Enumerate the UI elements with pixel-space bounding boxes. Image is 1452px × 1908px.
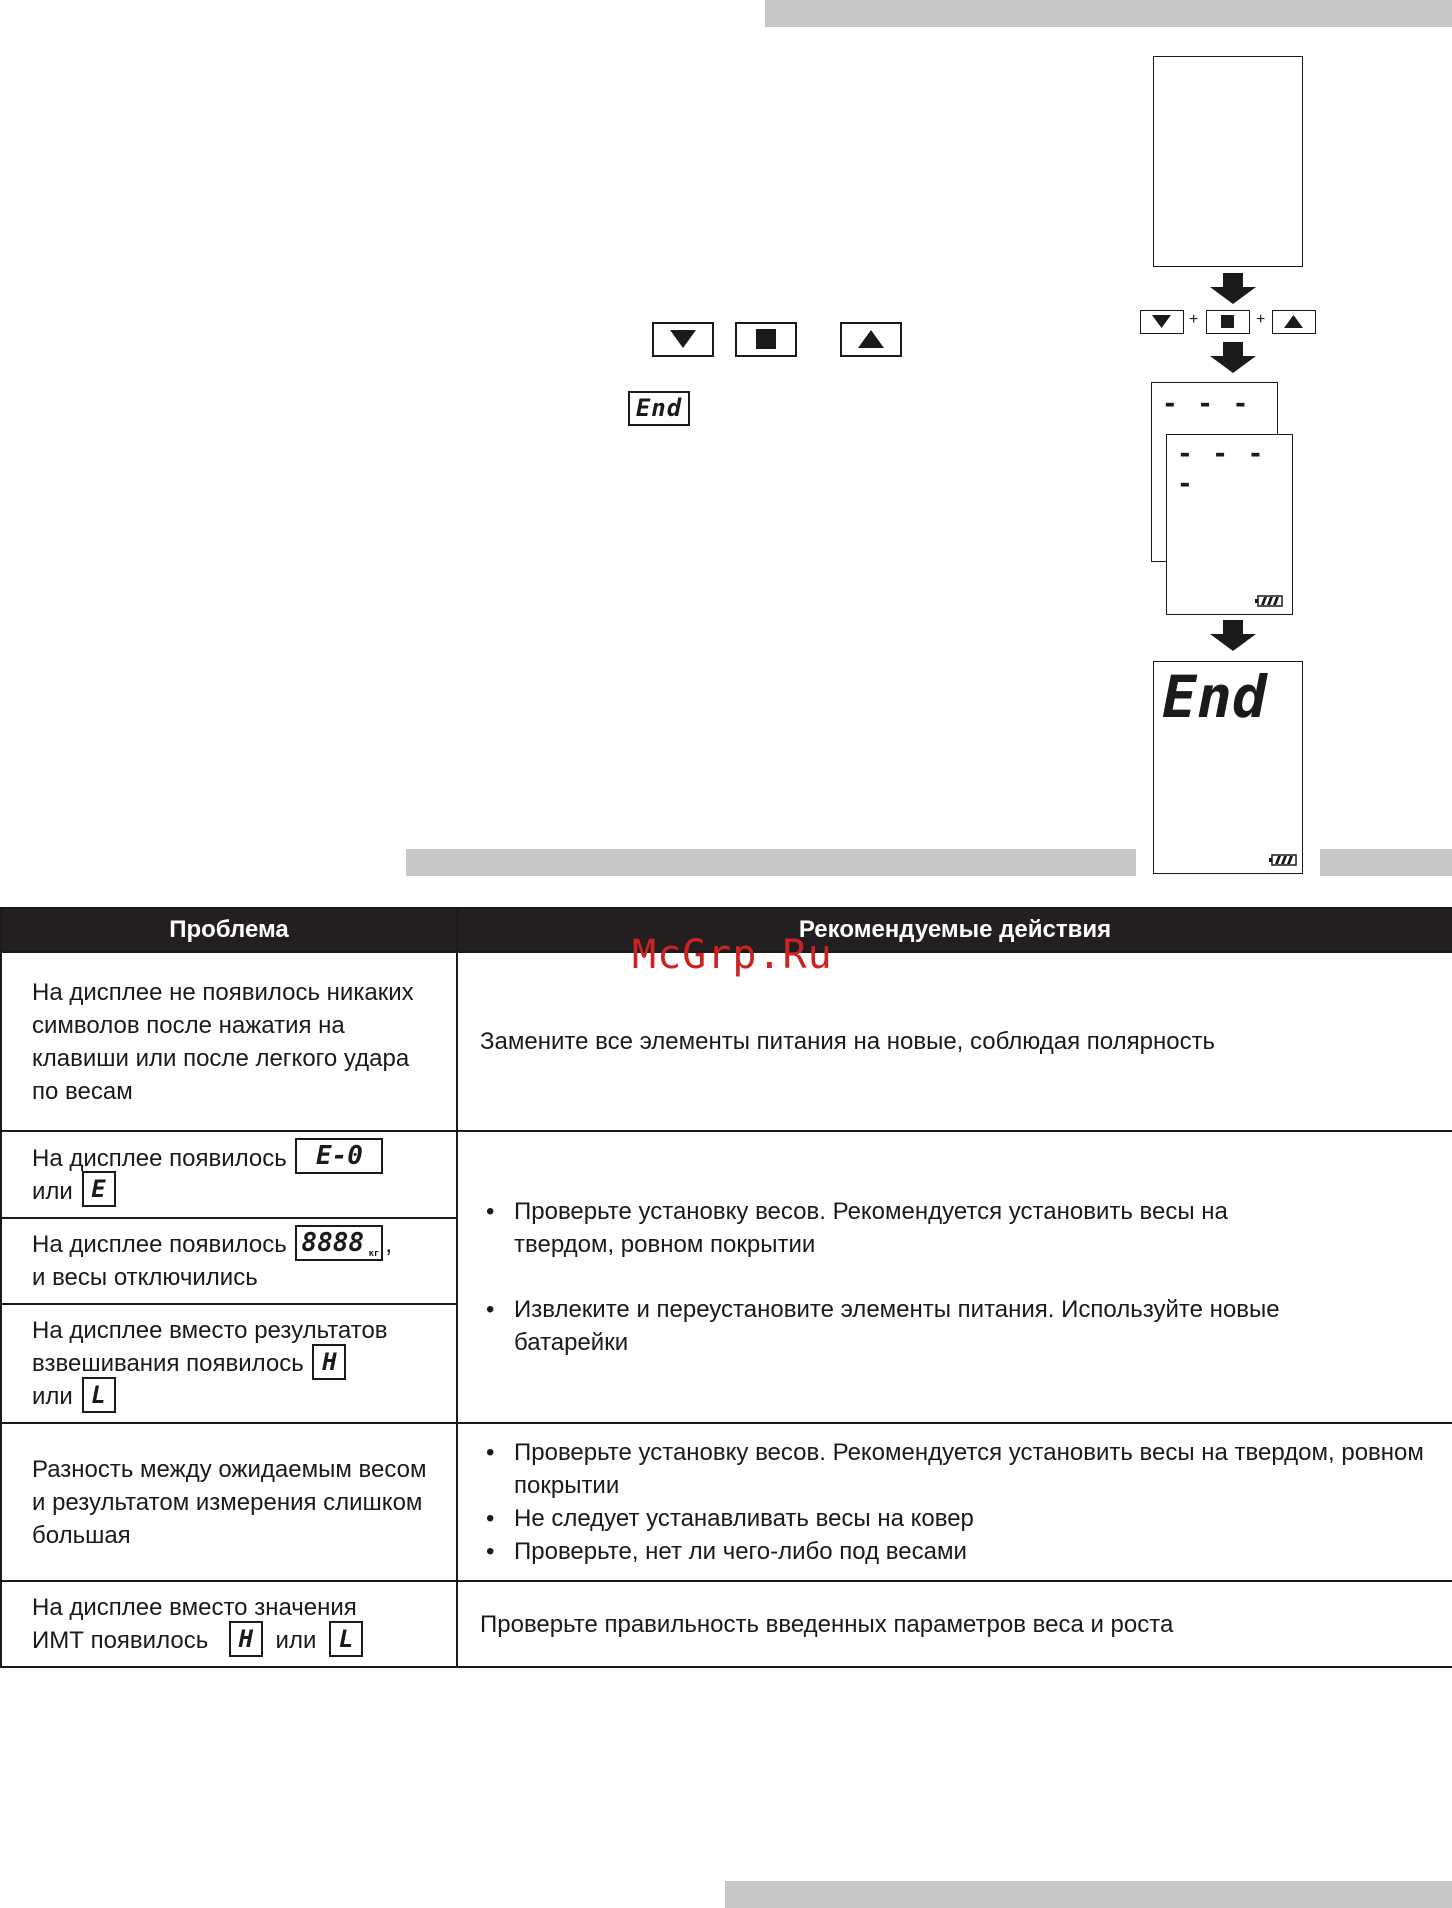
problem-text: На дисплее вместо значения: [32, 1594, 357, 1621]
table-row: [1, 952, 1452, 1131]
table-row: [1, 1581, 1452, 1667]
arrow-down-icon: [1208, 342, 1258, 374]
column-header-problem: Проблема: [1, 908, 457, 952]
lcd-full-text: 8888: [301, 1227, 365, 1258]
lcd-e-text: E: [91, 1175, 106, 1204]
or-text: или: [32, 1177, 73, 1205]
action-list: [480, 1436, 1432, 1568]
lcd-h-text: H: [322, 1347, 337, 1376]
problem-cell: Разность между ожидаемым весом и результатом измерения слишком большая: [1, 1423, 457, 1581]
action-cell: Замените все элементы питания на новые, соблюдая полярность: [457, 952, 1452, 1131]
triangle-down-icon: [1141, 311, 1182, 332]
lcd-h-display: [312, 1344, 346, 1380]
triangle-down-icon: [654, 324, 712, 355]
lcd-h-display: [229, 1621, 263, 1657]
lcd-full-display: [295, 1225, 383, 1261]
problem-text: и весы отключились: [32, 1264, 258, 1291]
triangle-up-icon: [1273, 311, 1314, 332]
plus-sign: +: [1189, 311, 1199, 328]
comma-text: ,: [385, 1231, 393, 1258]
down-button-icon: [652, 322, 714, 357]
plus-sign: +: [1256, 311, 1266, 328]
end-display-inline: [628, 391, 690, 426]
problem-text: взвешивания появилось: [32, 1350, 304, 1377]
square-icon: [1207, 311, 1248, 332]
arrow-down-icon: [1208, 620, 1258, 652]
action-cell: [457, 1423, 1452, 1581]
section-divider-bar-right: [1320, 849, 1452, 876]
scale-display-end: [1153, 661, 1303, 874]
lcd-l-display: [82, 1377, 116, 1413]
diagram-down-button: [1140, 310, 1184, 334]
table-row: [1, 1131, 1452, 1218]
lcd-unit-text: кг: [368, 1248, 380, 1259]
square-icon: [737, 324, 795, 355]
arrow-down-icon: [1208, 273, 1258, 305]
problem-cell: [1, 1218, 457, 1304]
end-display-text: End: [635, 394, 683, 422]
problem-text: На дисплее вместо результатов: [32, 1317, 388, 1344]
set-button-icon: [735, 322, 797, 357]
action-cell: Проверьте правильность введенных параметров веса и роста: [457, 1581, 1452, 1667]
problem-text: На дисплее появилось: [32, 1231, 287, 1258]
problem-cell: На дисплее не появилось никаких символов после нажатия на клавиши или после легкого удара по весам: [1, 952, 457, 1131]
end-big-text: End: [1162, 663, 1267, 731]
lcd-l-text: L: [338, 1624, 354, 1653]
troubleshooting-table: [0, 907, 1452, 1668]
up-button-icon: [840, 322, 902, 357]
diagram-set-button: [1206, 310, 1250, 334]
lcd-l-text: L: [91, 1380, 106, 1409]
problem-text: ИМТ появилось: [32, 1627, 209, 1654]
problem-cell: [1, 1304, 457, 1423]
lcd-e0-text: E-0: [315, 1141, 363, 1172]
problem-cell: [1, 1131, 457, 1218]
list-item: • Проверьте установку весов. Рекомендуется установить весы на твердом, ровном покрытии: [480, 1195, 1432, 1261]
battery-icon: [1255, 595, 1283, 607]
dash3-text: - - -: [1162, 389, 1251, 419]
list-item: • Проверьте, нет ли чего-либо под весами: [480, 1535, 1432, 1568]
lcd-h-text: H: [238, 1624, 254, 1653]
battery-icon: [1269, 854, 1297, 866]
lcd-e0-display: [295, 1138, 383, 1174]
action-list: [480, 1293, 1432, 1359]
dash4-text: - - - -: [1177, 439, 1266, 499]
or-text: или: [275, 1627, 317, 1654]
list-item: • Извлеките и переустановите элементы питания. Используйте новые батарейки: [480, 1293, 1432, 1359]
lcd-e-display: [82, 1171, 116, 1207]
action-list: [480, 1195, 1432, 1261]
column-header-actions: Рекомендуемые действия: [457, 908, 1452, 952]
list-item: • Не следует устанавливать весы на ковер: [480, 1502, 1432, 1535]
watermark: McGrp.Ru: [632, 932, 833, 978]
action-cell-merged: [457, 1131, 1452, 1423]
lcd-l-display: [329, 1621, 363, 1657]
triangle-up-icon: [842, 324, 900, 355]
diagram-up-button: [1272, 310, 1316, 334]
scale-display-dash4: [1166, 434, 1293, 615]
problem-text: На дисплее появилось: [32, 1144, 287, 1172]
table-row: [1, 1423, 1452, 1581]
top-header-bar: [765, 0, 1452, 27]
section-divider-bar: [406, 849, 1136, 876]
list-item: • Проверьте установку весов. Рекомендуется установить весы на твердом, ровном покрытии: [480, 1436, 1432, 1502]
scale-display-blank: [1153, 56, 1303, 267]
footer-bar: [725, 1881, 1452, 1908]
problem-cell: [1, 1581, 457, 1667]
or-text: или: [32, 1383, 73, 1410]
